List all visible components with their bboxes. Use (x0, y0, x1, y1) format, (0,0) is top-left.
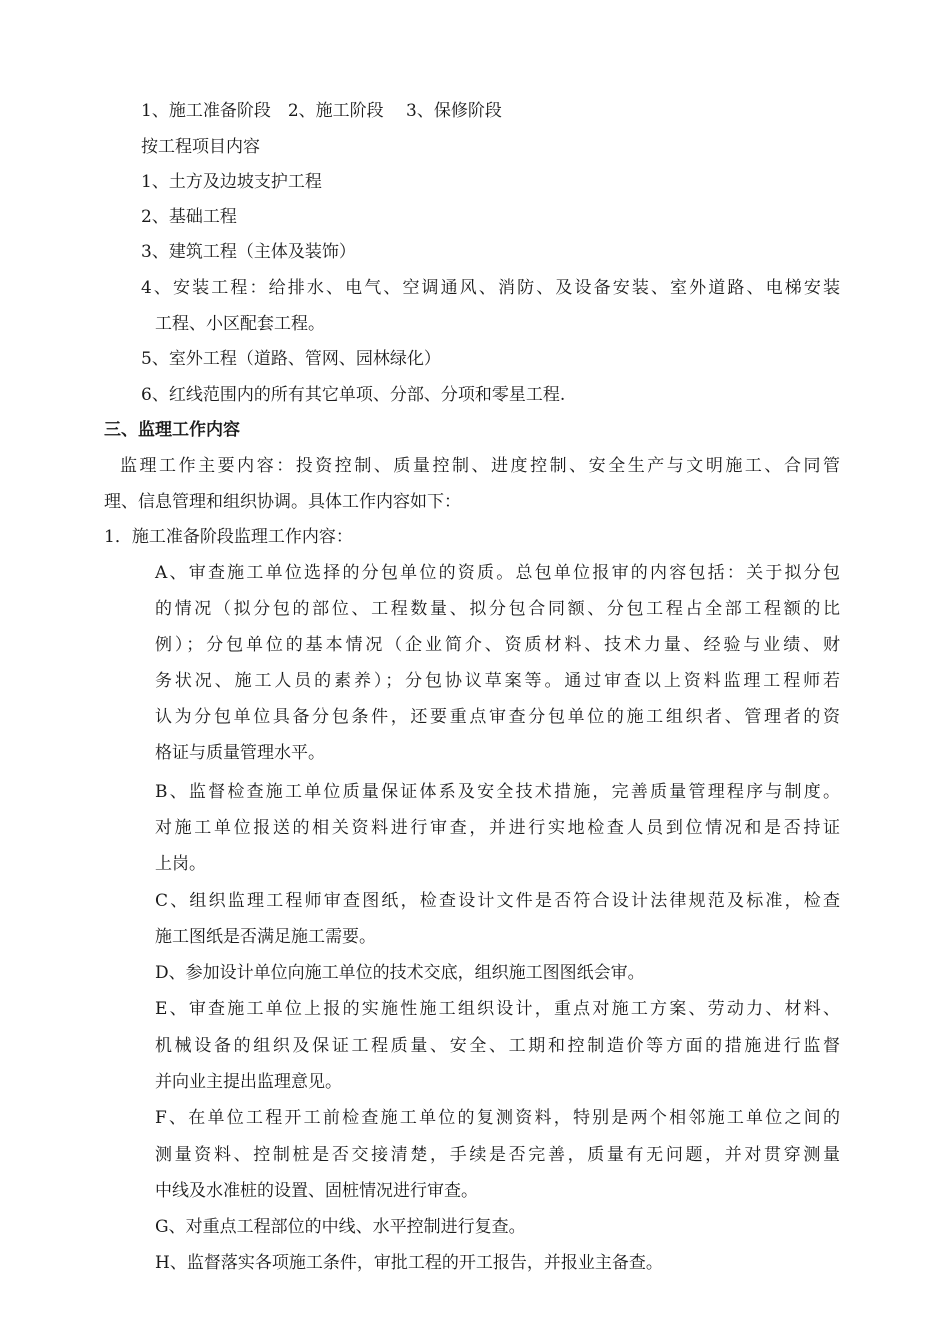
list-item: 2、基础工程 (141, 207, 237, 227)
list-item-continuation: 工程、小区配套工程。 (155, 314, 325, 334)
paragraph-line: 的情况（拟分包的部位、工程数量、拟分包合同额、分包工程占全部工程额的比 (155, 599, 840, 619)
paragraph-line: D、参加设计单位向施工单位的技术交底，组织施工图图纸会审。 (155, 963, 645, 983)
list-item: 1、土方及边坡支护工程 (141, 172, 322, 192)
paragraph-line: 施工图纸是否满足施工需要。 (155, 927, 376, 947)
paragraph-line: 务状况、施工人员的素养）；分包协议草案等。通过审查以上资料监理工程师若 (155, 671, 840, 691)
paragraph-line: 测量资料、控制桩是否交接清楚，手续是否完善，质量有无问题，并对贯穿测量 (155, 1145, 840, 1165)
list-item: 5、室外工程（道路、管网、园林绿化） (141, 349, 441, 369)
paragraph-line: F、在单位工程开工前检查施工单位的复测资料，特别是两个相邻施工单位之间的 (155, 1108, 840, 1128)
paragraph-line: 对施工单位报送的相关资料进行审查，并进行实地检查人员到位情况和是否持证 (155, 818, 840, 838)
intro-line: 理、信息管理和组织协调。具体工作内容如下： (104, 492, 461, 512)
stages-line: 1、施工准备阶段 2、施工阶段 3、保修阶段 (141, 101, 502, 121)
paragraph-line: E、审查施工单位上报的实施性施工组织设计，重点对施工方案、劳动力、材料、 (155, 999, 840, 1019)
list-item: 4、安装工程：给排水、电气、空调通风、消防、及设备安装、室外道路、电梯安装 (141, 278, 840, 298)
paragraph-line: 认为分包单位具备分包条件，还要重点审查分包单位的施工组织者、管理者的资 (155, 707, 840, 727)
list-item: 6、红线范围内的所有其它单项、分部、分项和零星工程. (141, 385, 566, 405)
paragraph-line: 中线及水准桩的设置、固桩情况进行审查。 (155, 1181, 478, 1201)
paragraph-line: C、组织监理工程师审查图纸，检查设计文件是否符合设计法律规范及标准，检查 (155, 891, 840, 911)
paragraph-line: 并向业主提出监理意见。 (155, 1072, 342, 1092)
paragraph-line: G、对重点工程部位的中线、水平控制进行复查。 (155, 1217, 526, 1237)
paragraph-line: 上岗。 (155, 854, 206, 874)
paragraph-line: B、监督检查施工单位质量保证体系及安全技术措施，完善质量管理程序与制度。 (155, 782, 840, 802)
by-content-label: 按工程项目内容 (141, 137, 260, 157)
paragraph-line: H、监督落实各项施工条件，审批工程的开工报告，并报业主备查。 (155, 1253, 663, 1273)
paragraph-line: 格证与质量管理水平。 (155, 743, 325, 763)
paragraph-line: A、审查施工单位选择的分包单位的资质。总包单位报审的内容包括：关于拟分包 (155, 563, 840, 583)
intro-line: 监理工作主要内容：投资控制、质量控制、进度控制、安全生产与文明施工、合同管 (120, 456, 840, 476)
paragraph-line: 机械设备的组织及保证工程质量、安全、工期和控制造价等方面的措施进行监督 (155, 1036, 840, 1056)
list-item: 3、建筑工程（主体及装饰） (141, 242, 356, 262)
section-heading: 三、监理工作内容 (104, 420, 240, 440)
paragraph-line: 例）；分包单位的基本情况（企业简介、资质材料、技术力量、经验与业绩、财 (155, 635, 840, 655)
subsection-heading: 1．施工准备阶段监理工作内容： (104, 527, 353, 547)
